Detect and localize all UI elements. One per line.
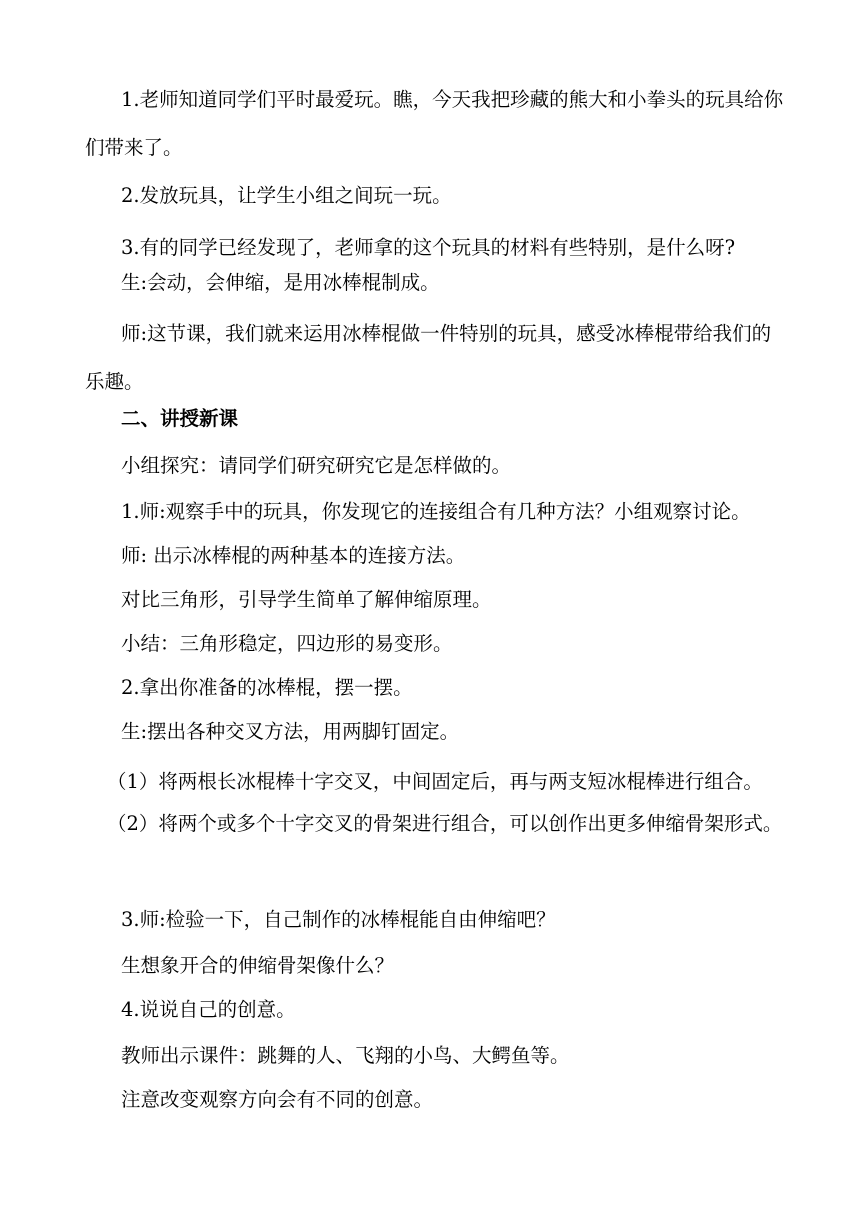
section-heading: 二、讲授新课 [121, 407, 239, 430]
paragraph-student-answer: 生:会动，会伸缩，是用冰棒棍制成。 [121, 271, 440, 294]
paragraph-teacher-intro: 师:这节课，我们就来运用冰棒棍做一件特别的玩具，感受冰棒棍带给我们的乐趣。 [85, 322, 772, 393]
paragraph-show-methods: 师: 出示冰棒棍的两种基本的连接方法。 [121, 544, 466, 567]
paragraph-change-view: 注意改变观察方向会有不同的创意。 [121, 1088, 434, 1111]
paragraph-group-explore: 小组探究：请同学们研究研究它是怎样做的。 [121, 454, 512, 477]
paragraph-hand-out-toys: 2.发放玩具，让学生小组之间玩一玩。 [121, 184, 452, 207]
paragraph-intro-toys: 1.老师知道同学们平时最爱玩。瞧，今天我把珍藏的熊大和小拳头的玩具给你们带来了。 [85, 88, 784, 159]
paragraph-show-courseware: 教师出示课件：跳舞的人、飞翔的小鸟、大鳄鱼等。 [121, 1044, 570, 1067]
paragraph-cross-methods: 生:摆出各种交叉方法，用两脚钉固定。 [121, 720, 460, 743]
paragraph-imagine: 生想象开合的伸缩骨架像什么？ [121, 954, 395, 977]
paragraph-observe-toy: 1.师:观察手中的玩具，你发现它的连接组合有几种方法？小组观察讨论。 [121, 500, 751, 523]
paragraph-summary: 小结：三角形稳定，四边形的易变形。 [121, 632, 453, 655]
paragraph-compare-triangle: 对比三角形，引导学生简单了解伸缩原理。 [121, 588, 492, 611]
paragraph-check-stretch: 3.师:检验一下，自己制作的冰棒棍能自由伸缩吧？ [121, 908, 556, 931]
paragraph-take-sticks: 2.拿出你准备的冰棒棍，摆一摆。 [121, 676, 413, 699]
paragraph-step-1: （1）将两根长冰棍棒十字交叉，中间固定后，再与两支短冰棍棒进行组合。 [107, 770, 763, 793]
paragraph-step-2: （2）将两个或多个十字交叉的骨架进行组合，可以创作出更多伸缩骨架形式。 [107, 812, 783, 835]
paragraph-creative-ideas: 4.说说自己的创意。 [121, 998, 296, 1021]
paragraph-special-material: 3.有的同学已经发现了，老师拿的这个玩具的材料有些特别，是什么呀? [121, 236, 736, 259]
